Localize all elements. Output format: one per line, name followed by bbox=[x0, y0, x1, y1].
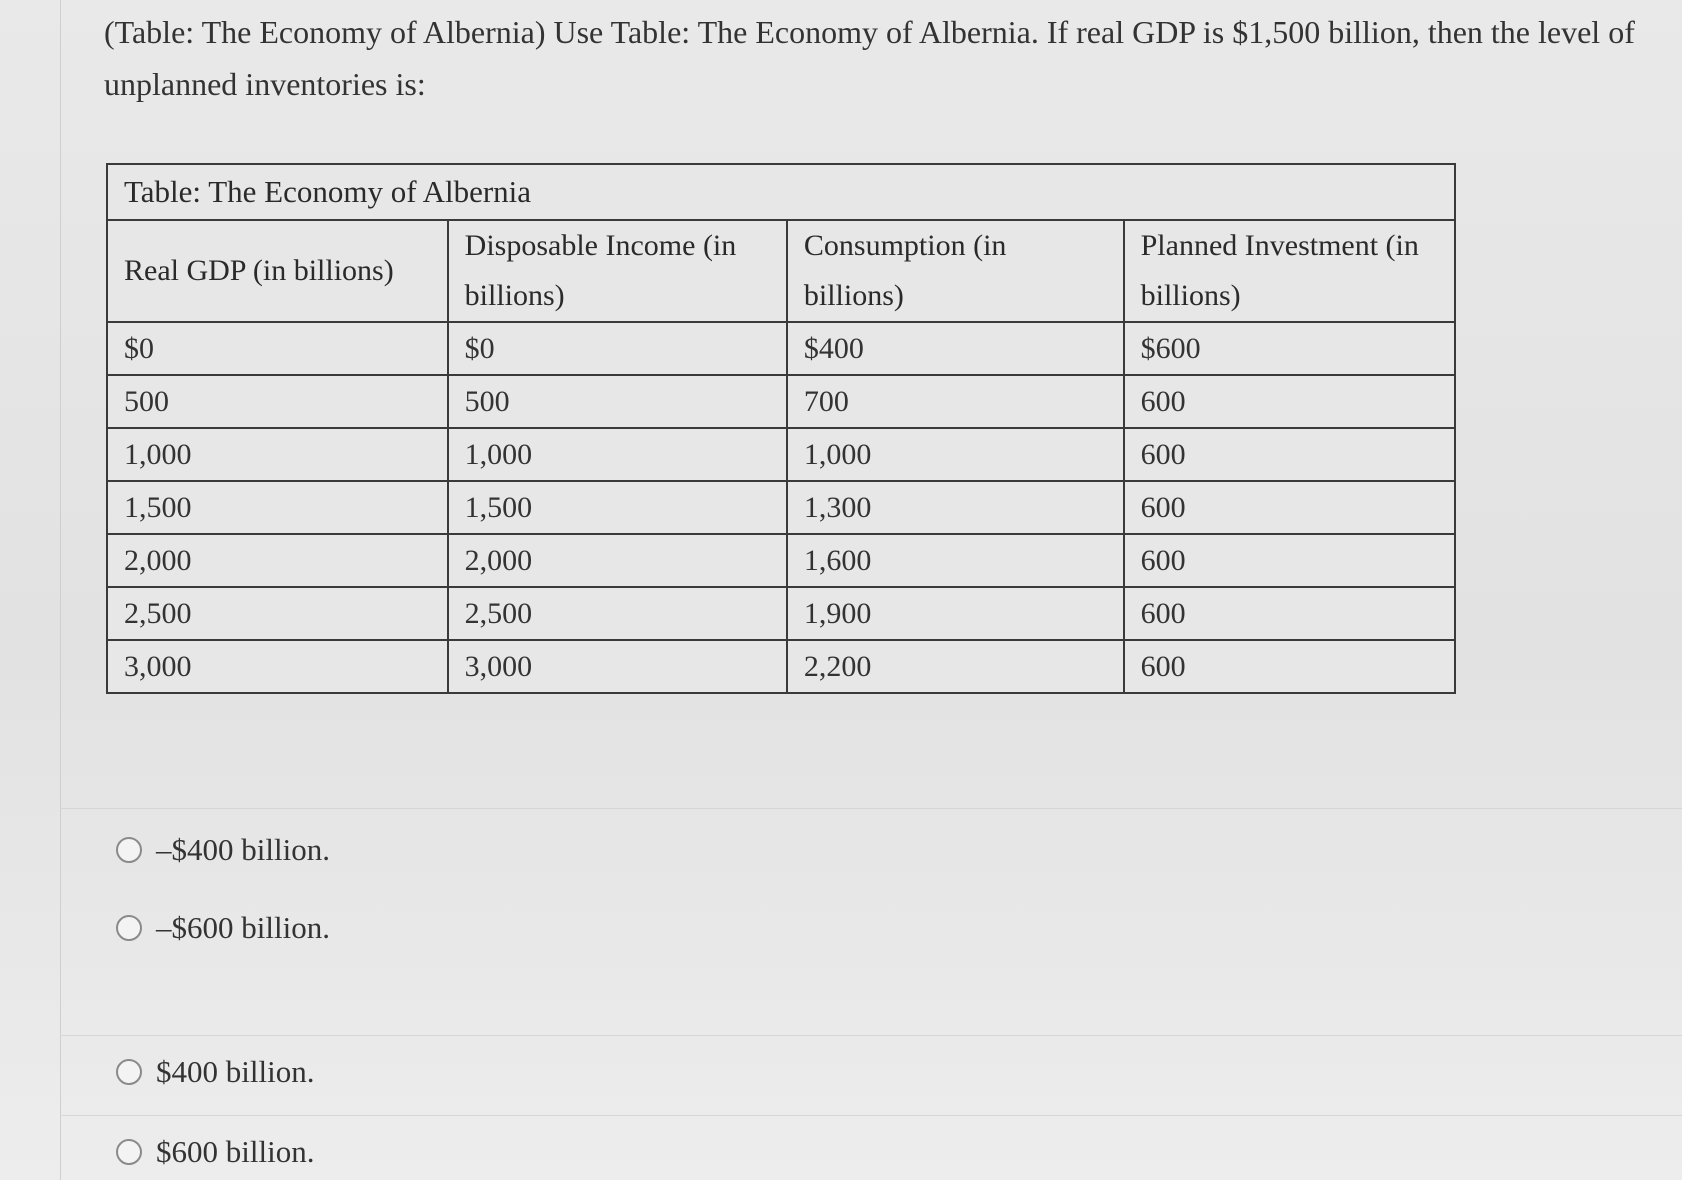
option-neg-400[interactable] bbox=[116, 832, 330, 868]
cell-planned-investment: 600 bbox=[1124, 428, 1455, 481]
table-header-row bbox=[107, 220, 1455, 322]
economy-table bbox=[106, 163, 1456, 694]
cell-disposable-income: 500 bbox=[448, 375, 787, 428]
option-label: –$600 billion. bbox=[156, 910, 330, 945]
cell-disposable-income: 2,500 bbox=[448, 587, 787, 640]
table-row bbox=[107, 375, 1455, 428]
radio-button[interactable] bbox=[116, 1059, 142, 1085]
header-planned-investment: Planned Investment (in billions) bbox=[1124, 220, 1455, 322]
cell-consumption: 1,300 bbox=[787, 481, 1124, 534]
header-real-gdp: Real GDP (in billions) bbox=[107, 220, 448, 322]
cell-disposable-income: $0 bbox=[448, 322, 787, 375]
cell-consumption: $400 bbox=[787, 322, 1124, 375]
cell-disposable-income: 3,000 bbox=[448, 640, 787, 693]
cell-real-gdp: 1,000 bbox=[107, 428, 448, 481]
cell-real-gdp: 3,000 bbox=[107, 640, 448, 693]
table-row bbox=[107, 322, 1455, 375]
cell-consumption: 700 bbox=[787, 375, 1124, 428]
cell-planned-investment: 600 bbox=[1124, 375, 1455, 428]
cell-planned-investment: 600 bbox=[1124, 534, 1455, 587]
divider bbox=[60, 808, 1682, 809]
table-row bbox=[107, 481, 1455, 534]
cell-real-gdp: 1,500 bbox=[107, 481, 448, 534]
option-label: $400 billion. bbox=[156, 1054, 315, 1089]
table-row bbox=[107, 640, 1455, 693]
table-row bbox=[107, 534, 1455, 587]
content-border bbox=[60, 0, 61, 1180]
question-text: (Table: The Economy of Albernia) Use Table: The Economy of Albernia. If real GDP is $1,500 billion, then the level of unplanned inventories is: bbox=[104, 14, 1635, 102]
radio-button[interactable] bbox=[116, 915, 142, 941]
cell-real-gdp: $0 bbox=[107, 322, 448, 375]
cell-consumption: 2,200 bbox=[787, 640, 1124, 693]
cell-planned-investment: $600 bbox=[1124, 322, 1455, 375]
cell-planned-investment: 600 bbox=[1124, 640, 1455, 693]
cell-disposable-income: 1,000 bbox=[448, 428, 787, 481]
table-row bbox=[107, 428, 1455, 481]
option-400[interactable] bbox=[116, 1054, 314, 1090]
option-label: –$400 billion. bbox=[156, 832, 330, 867]
radio-button[interactable] bbox=[116, 837, 142, 863]
table-row bbox=[107, 587, 1455, 640]
cell-disposable-income: 1,500 bbox=[448, 481, 787, 534]
cell-consumption: 1,600 bbox=[787, 534, 1124, 587]
cell-real-gdp: 500 bbox=[107, 375, 448, 428]
option-600[interactable] bbox=[116, 1134, 314, 1170]
radio-button[interactable] bbox=[116, 1139, 142, 1165]
divider bbox=[60, 1035, 1682, 1036]
cell-real-gdp: 2,000 bbox=[107, 534, 448, 587]
cell-planned-investment: 600 bbox=[1124, 587, 1455, 640]
cell-disposable-income: 2,000 bbox=[448, 534, 787, 587]
divider bbox=[60, 1115, 1682, 1116]
header-consumption: Consumption (in billions) bbox=[787, 220, 1124, 322]
option-neg-600[interactable] bbox=[116, 910, 330, 946]
cell-consumption: 1,900 bbox=[787, 587, 1124, 640]
cell-planned-investment: 600 bbox=[1124, 481, 1455, 534]
table-caption-row bbox=[107, 164, 1455, 220]
option-label: $600 billion. bbox=[156, 1134, 315, 1169]
header-disposable-income: Disposable Income (in billions) bbox=[448, 220, 787, 322]
table-caption: Table: The Economy of Albernia bbox=[107, 164, 1455, 220]
cell-real-gdp: 2,500 bbox=[107, 587, 448, 640]
cell-consumption: 1,000 bbox=[787, 428, 1124, 481]
